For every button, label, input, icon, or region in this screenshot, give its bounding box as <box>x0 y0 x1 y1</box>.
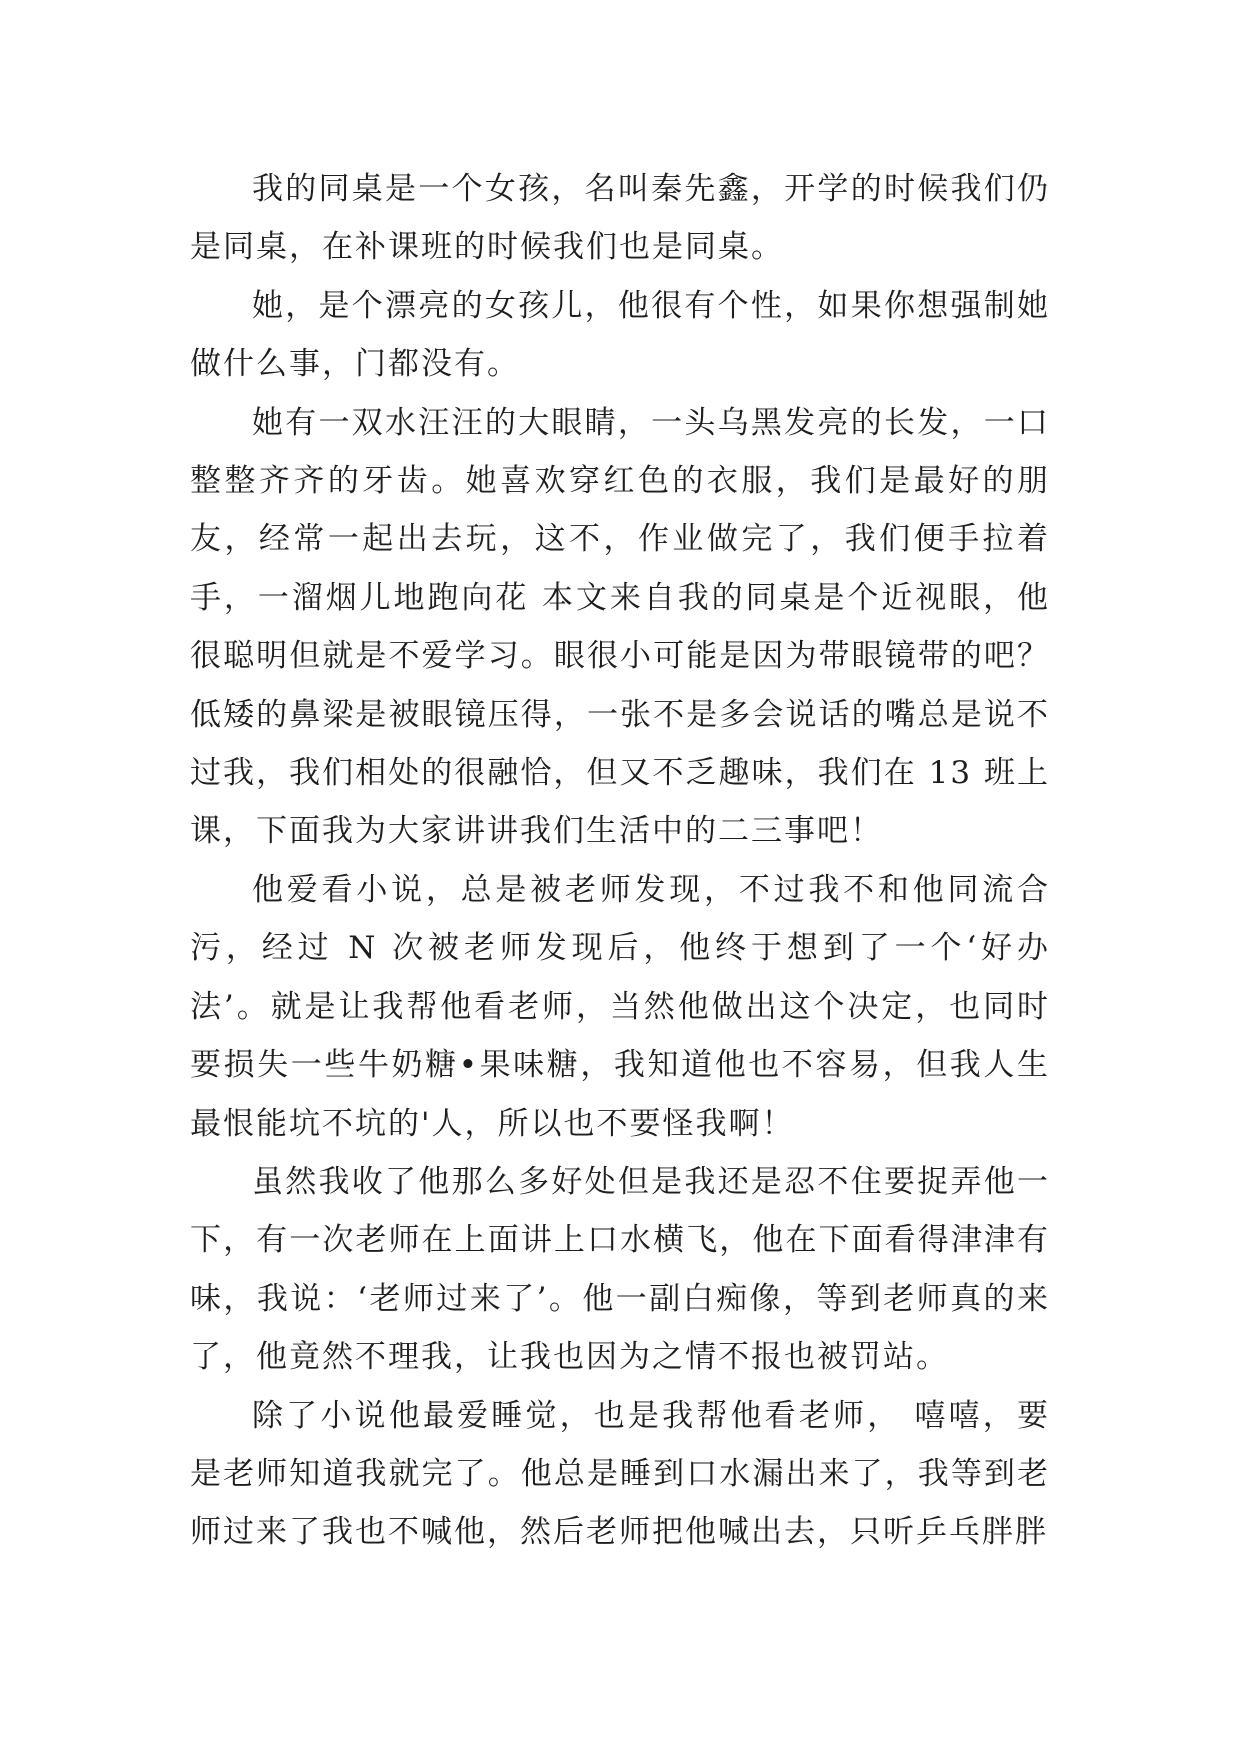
paragraph-3: 她有一双水汪汪的大眼睛，一头乌黑发亮的长发，一口整整齐齐的牙齿。她喜欢穿红色的衣服，我们是最好的朋友，经常一起出去玩，这不，作业做完了，我们便手拉着手，一溜烟儿地跑向花 本文来自我的同桌是个近视眼，他很聪明但就是不爱学习。眼很小可能是因为带眼镜带的吧？低矮的鼻梁是被眼镜压得，一张不是多会说话的嘴总是说不过我，我们相处的很融恰，但又不乏趣味，我们在 13 班上课，下面我为大家讲讲我们生活中的二三事吧！ <box>190 404 1050 850</box>
paragraph-6: 除了小说他最爱睡觉，也是我帮他看老师， 嘻嘻，要是老师知道我就完了。他总是睡到口水漏出来了，我等到老师过来了我也不喊他，然后老师把他喊出去，只听乒乓胖胖 <box>190 1397 1050 1551</box>
paragraph-2: 她，是个漂亮的女孩儿，他很有个性，如果你想强制她做什么事，门都没有。 <box>190 287 1050 383</box>
paragraph-5: 虽然我收了他那么多好处但是我还是忍不住要捉弄他一下，有一次老师在上面讲上口水横飞，他在下面看得津津有味，我说：‘老师过来了’。他一副白痴像，等到老师真的来了，他竟然不理我，让我也因为之情不报也被罚站。 <box>190 1163 1050 1376</box>
document-body <box>190 160 1050 1562</box>
paragraph-1: 我的同桌是一个女孩，名叫秦先鑫，开学的时候我们仍是同桌，在补课班的时候我们也是同桌。 <box>190 171 1050 266</box>
paragraph-4: 他爱看小说，总是被老师发现，不过我不和他同流合污，经过 N 次被老师发现后，他终于想到了一个‘好办法’。就是让我帮他看老师，当然他做出这个决定，也同时要损失一些牛奶糖•果味糖，我知道他也不容易，但我人生最恨能坑不坑的'人，所以也不要怪我啊！ <box>190 871 1050 1142</box>
